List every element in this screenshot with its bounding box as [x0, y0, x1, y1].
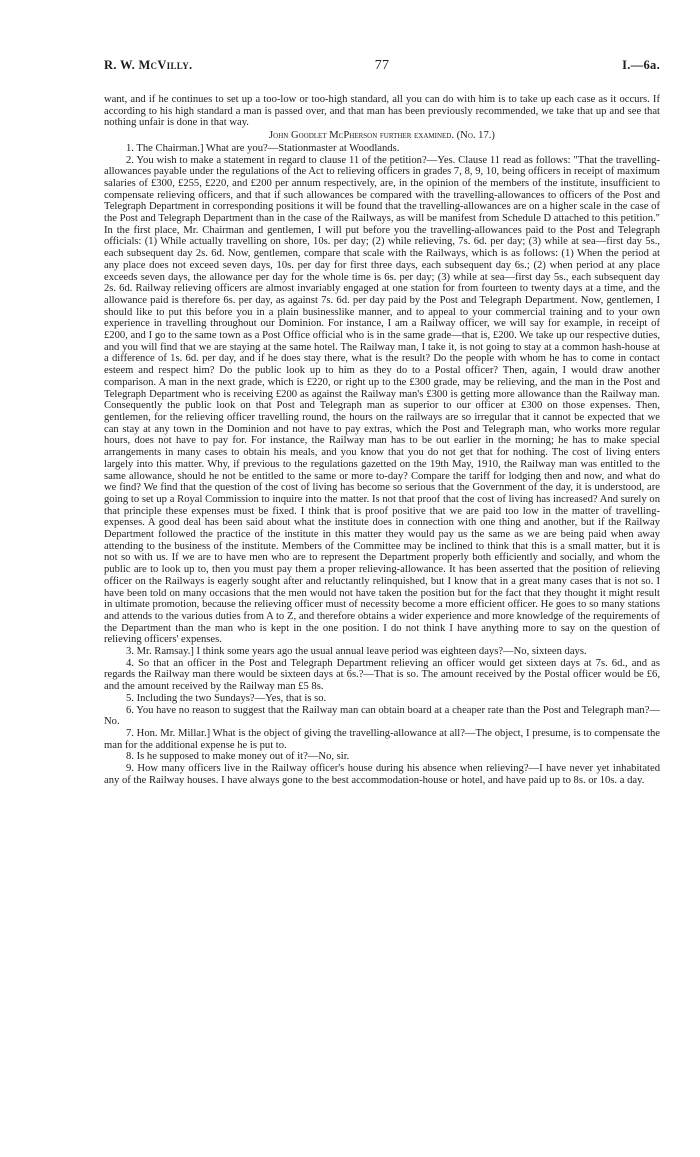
section-heading: John Goodlet McPherson further examined. (No. 17.)	[269, 130, 495, 142]
page-number: 77	[374, 58, 390, 73]
question-7: 7. Hon. Mr. Millar.] What is the object of giving the travelling-allowance at all?—The object, I presume, is to compensate the man for the additional expense he is put to.	[104, 727, 660, 751]
page-header	[104, 58, 660, 76]
header-witness-name: R. W. McVilly.	[104, 58, 193, 72]
question-1: 1. The Chairman.] What are you?—Stationmaster at Woodlands.	[126, 142, 400, 154]
question-6: 6. You have no reason to suggest that the Railway man can obtain board at a cheaper rate than the Post and Telegraph man?—No.	[104, 704, 660, 728]
document-body	[104, 94, 660, 786]
document-reference: I.—6a.	[622, 58, 660, 72]
question-5: 5. Including the two Sundays?—Yes, that is so.	[126, 692, 327, 704]
question-2: 2. You wish to make a statement in regard to clause 11 of the petition?—Yes. Clause 11 read as follows: "That the travelling-allowances payable under the regulations of the Act to relieving officers in grades 7, 8, 9, 10, being officers in receipt of maximum salaries of £300, £255, £220, and £200 per annum respectively, are, in the opinion of the members of the institute, insufficient to compensate relieving officers, and that if such allowances be compared with the travelling-allowances to officers of the Post and Telegraph Department in corresponding positions it will be found that the travelling-allowances are on a higher scale in the case of the Post and Telegraph Department than in the case of the Railways, as will be manifest from Schedule D attached to this petition." In the first place, Mr. Chairman and gentlemen, I will put before you the travelling-allowances paid to the Post and Telegraph officials: (1) While actually travelling on shore, 10s. per day; (2) while relieving, 7s. 6d. per day; (3) while at sea—first day 5s., each subsequent day 2s. 6d. Now, gentlemen, compare that scale with the Railways, which is as follows: (1) When the period at any place does not exceed seven days, 10s. per day for first three days, each subsequent day 6s.; (2) when period at any place exceeds seven days, the allowance per day for the whole time is 6s. per day; (3) while at sea—first day 5s., each subsequent day 2s. 6d. Railway relieving officers are almost invariably engaged at one station for from fourteen to twenty days at a time, and the allowance paid is therefore 6s. per day, as against 7s. 6d. per day paid by the Post and Telegraph Department. Now, gentlemen, I should like to put this before you in a plain businesslike manner, and to appeal to your commercial training and to your own experience in travelling throughout our Dominion. For instance, I am a Railway officer, we will say for example, in receipt of £200, and I go to the same town as a Post Office official who is in the same grade—that is, £200. We take up our respective duties, and you will find that we are staying at the same hotel. The Railway man, I take it, is not going to stay at a common hash-house at a difference of 1s. 6d. per day, and if he does stay there, what is the result? Do the people with whom he has to come in contact esteem and respect him? Do the public look up to him as they do to a Postal officer? Then, again, I would draw another comparison. A man in the next grade, which is £220, or right up to the £300 grade, may be relieving, and the man in the Post and Telegraph Department who is receiving £200 as against the Railway man's £300 is getting more allowance than the Railway man. Consequently the public look on that Post and Telegraph man as superior to our officer at £300 on those expenses. Then, gentlemen, for the relieving officer travelling round, the hours on the railways are so irregular that it cannot be expected that we can stay at any town in the Dominion and not have to pay extras, which the Post and Telegraph man, who works more regular hours, does not have to pay for. For instance, the Railway man has to be out earlier in the morning; he has to make special arrangements in many cases to obtain his meals, and you know that you do not get that for nothing. The cost of living enters largely into this matter. Why, if previous to the regulations gazetted on the 19th May, 1910, the Railway man was entitled to the same allowance, should he not be entitled to the same or more to-day? Compare the tariff for lodging then and now, and what do we find? We find that the question of the cost of living has become so serious that the Government of the day, it is understood, are going to set up a Royal Commission to inquire into the matter. Is not that proof that the cost of living has increased? And surely on that principle these expenses must be fixed. I think that is proof positive that we are paid too low in the matter of travelling-expenses. A good deal has been said about what the institute does in connection with one thing and another, but if the Railway Department followed the practice of the institute in this matter they would pay us the same as we are being paid when away attending to the business of the institute. Members of the Committee may be inclined to think that this is a small matter, but it is not so with us. If we are to have men who are to represent the Department properly both efficiently and socially, and whom the public are to look up to, then you must pay them a proper relieving-allowance. It has been asserted that the position of relieving officer on the Railways is eagerly sought after and reluctantly relinquished, but I know that in a great many cases that is not so. I have been told on many occasions that the men would not have taken the position but for the fact that they thought it might result in ultimate promotion, because the relieving officer must of necessity become a more efficient officer. He goes to so many stations and attends to the various duties from A to Z, and therefore obtains a wider experience and more knowledge of the requirements of the Department than the man who is kept in the one position. I do not think I have anything more to say on the question of relieving officers' expenses.	[104, 154, 660, 646]
question-9: 9. How many officers live in the Railway officer's house during his absence when relieving?—I have never yet inhabitated any of the Railway houses. I have always gone to the best accommodation-house or hotel, and have paid up to 8s. or 10s. a day.	[104, 763, 660, 786]
paragraph-continuation: want, and if he continues to set up a too-low or too-high standard, all you can do with him is to take up each case as it occurs. If according to his high standard a man is passed over, and that man has been previously recommended, we take that up and see that nothing unfair is done in that way.	[104, 94, 660, 129]
question-8: 8. Is he supposed to make money out of it?—No, sir.	[126, 751, 350, 763]
question-3: 3. Mr. Ramsay.] I think some years ago the usual annual leave period was eighteen days?—No, sixteen days.	[126, 646, 587, 658]
question-4: 4. So that an officer in the Post and Telegraph Department relieving an officer would get sixteen days at 7s. 6d., and as regards the Railway man there would be sixteen days at 6s.?—That is so. The amount received by the Postal officer would be £6, and the amount received by the Railway man £5 8s.	[104, 657, 660, 693]
